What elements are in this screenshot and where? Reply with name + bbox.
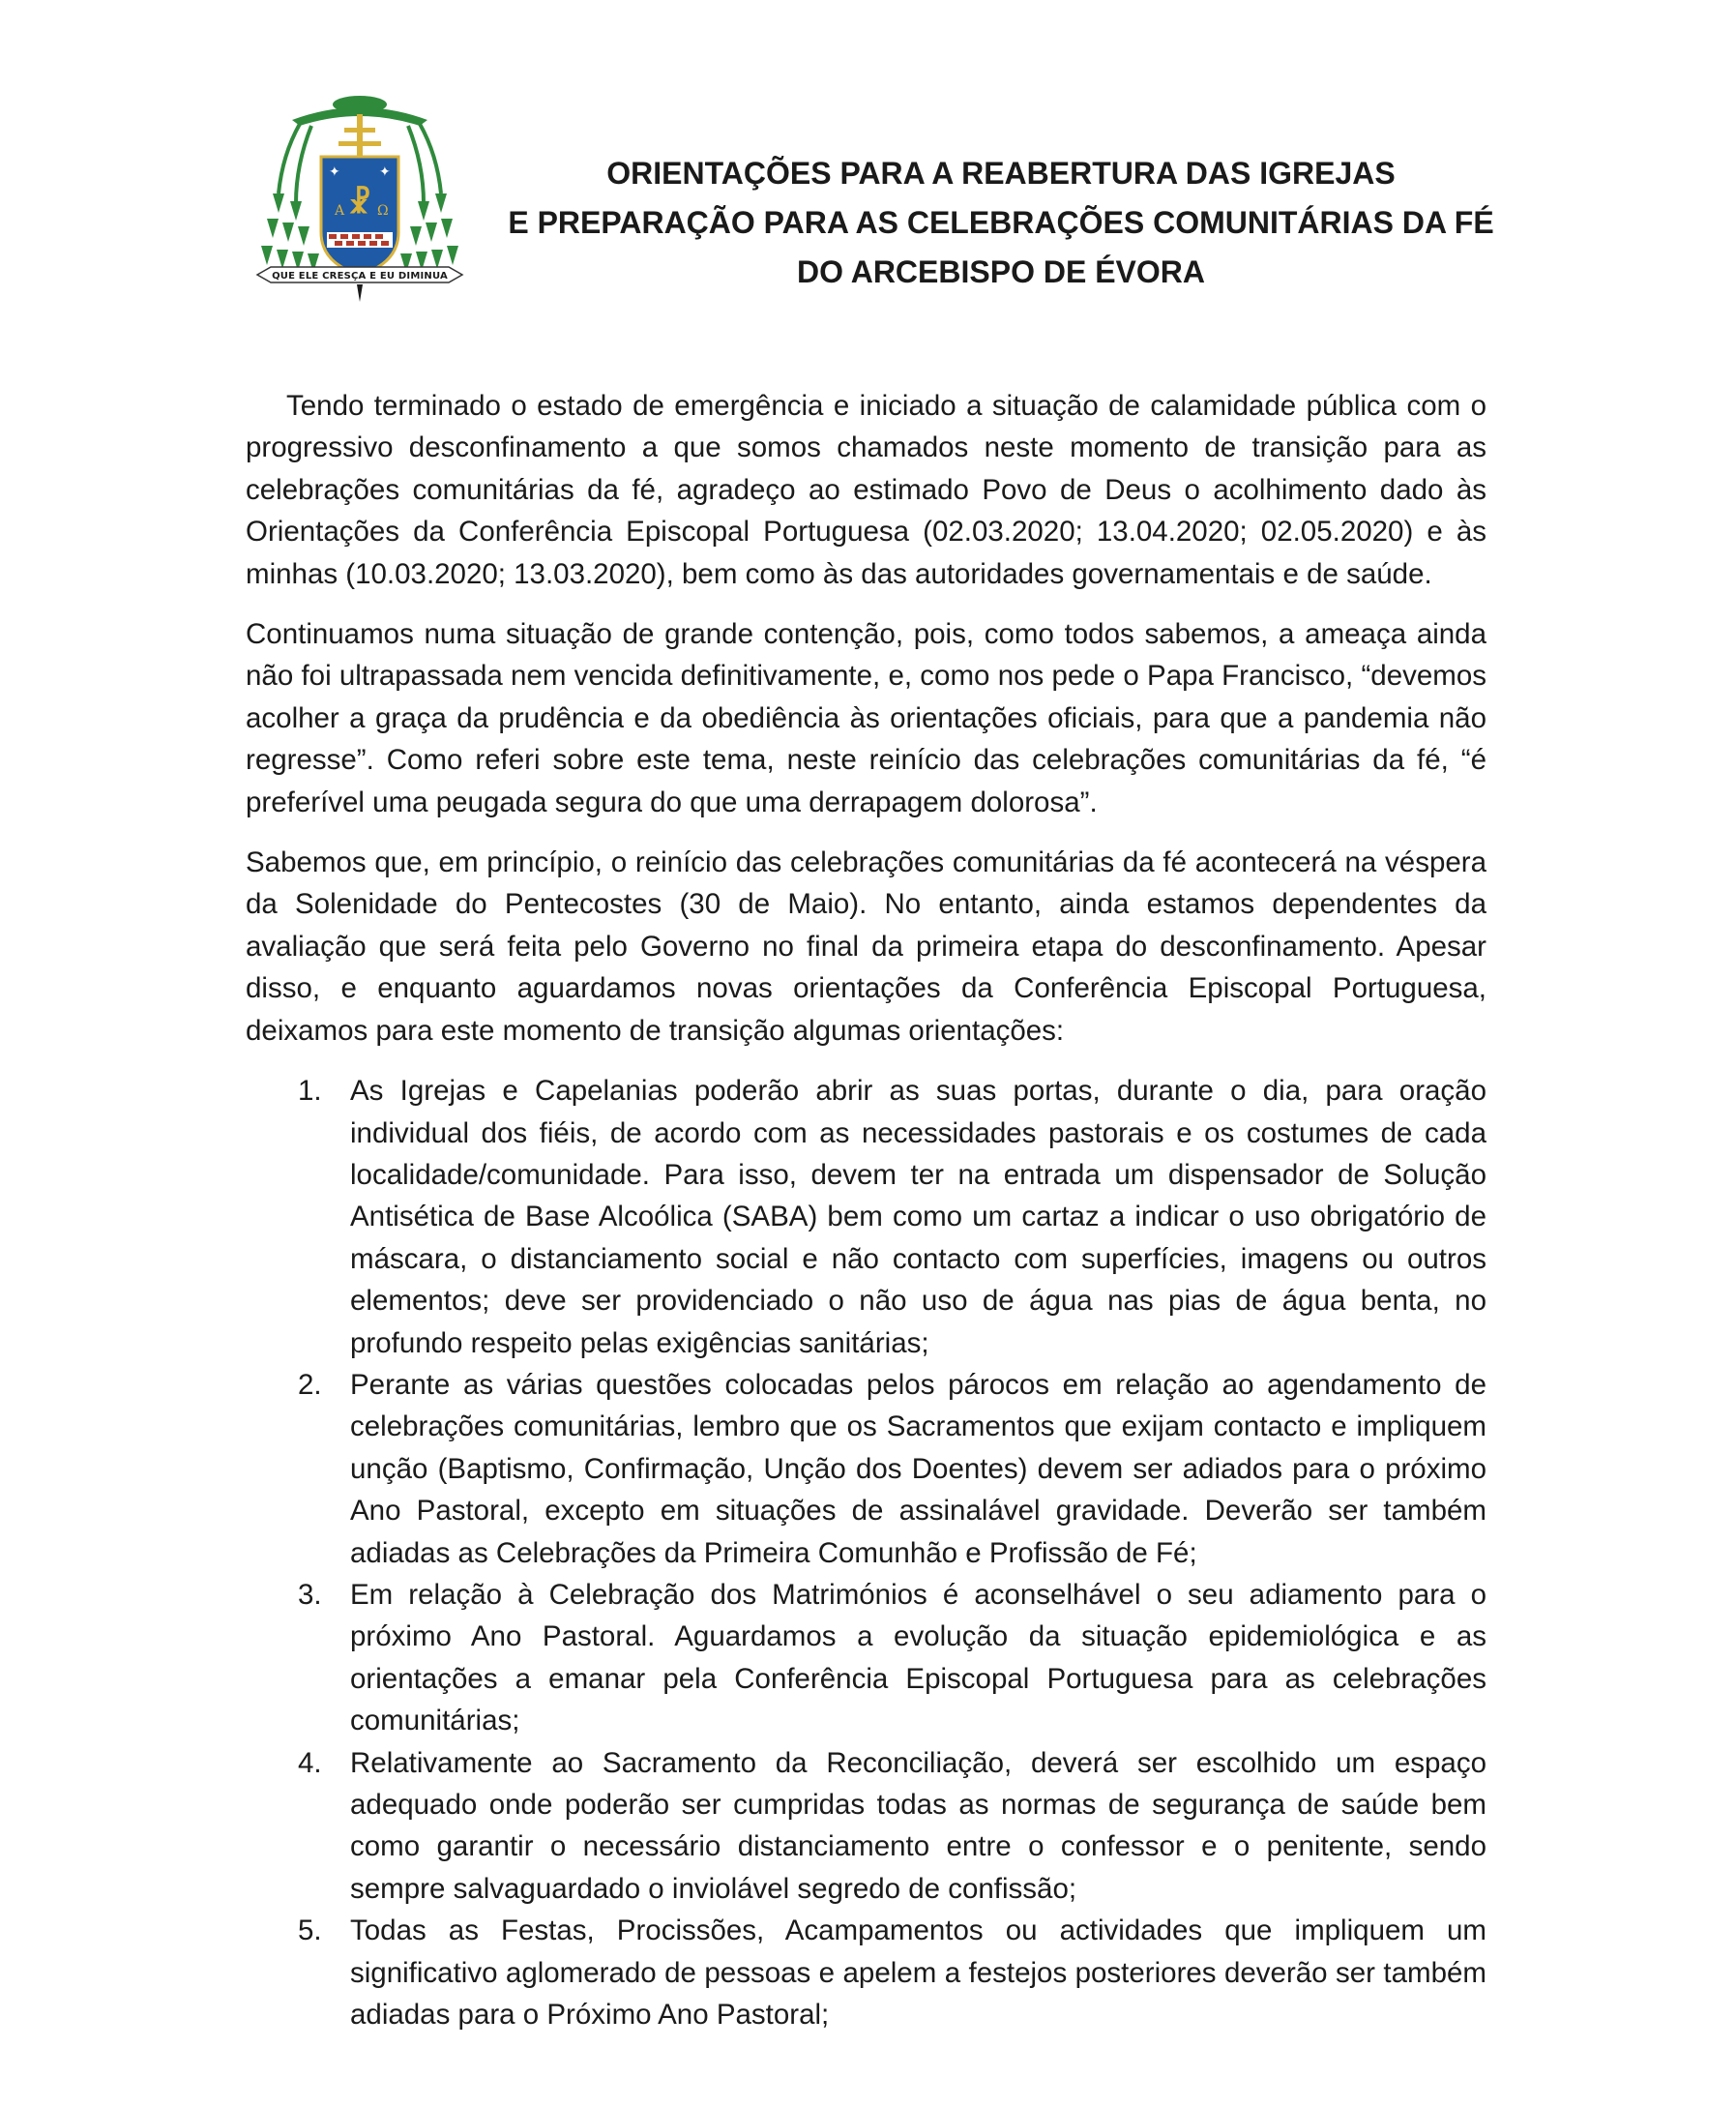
list-item-number: 4.	[298, 1746, 322, 1779]
coat-of-arms-icon	[253, 87, 466, 315]
svg-text:✦: ✦	[379, 164, 391, 180]
list-item-text: Em relação à Celebração dos Matrimónios é aconselhável o seu adiamento para o próximo Ano Pastoral. Aguardamos a evolução da situação epidemiológica e as orientações a emanar pela Conferência Episcopal Portuguesa para as celebrações comunitárias;	[350, 1578, 1486, 1737]
list-item	[246, 1742, 1486, 1911]
list-item	[246, 1574, 1486, 1742]
svg-text:✦: ✦	[329, 164, 340, 180]
paragraph-1: Tendo terminado o estado de emergência e iniciado a situação de calamidade pública com o progressivo desconfinamento a que somos chamados neste momento de transição para as celebrações comunitárias da fé, agradeço ao estimado Povo de Deus o acolhimento dado às Orientações da Conferência Episcopal Portuguesa (02.03.2020; 13.04.2020; 02.05.2020) e às minhas (10.03.2020; 13.03.2020), bem como às das autoridades governamentais e de saúde.	[246, 390, 1486, 590]
list-item-text: Todas as Festas, Procissões, Acampamentos ou actividades que impliquem um significativo aglomerado de pessoas e apelem a festejos posteriores deverão ser também adiadas para o Próximo Ano Pastoral;	[350, 1914, 1486, 2032]
list-item-number: 3.	[298, 1578, 322, 1611]
list-item-text: Relativamente ao Sacramento da Reconciliação, deverá ser escolhido um espaço adequado onde poderão ser cumpridas todas as normas de segurança de saúde bem como garantir o necessário distanciamento entre o confessor e o penitente, sendo sempre salvaguardado o inviolável segredo de confissão;	[350, 1746, 1486, 1905]
list-item-number: 2.	[298, 1368, 322, 1401]
document-title	[455, 149, 1547, 297]
list-item-text: Perante as várias questões colocadas pelos párocos em relação ao agendamento de celebrações comunitárias, lembro que os Sacramentos que exijam contacto e impliquem unção (Baptismo, Confirmação, Unção dos Doentes) devem ser adiados para o próximo Ano Pastoral, excepto em situações de assinalável gravidade. Deverão ser também adiadas as Celebrações da Primeira Comunhão e Profissão de Fé;	[350, 1368, 1486, 1569]
motto-text: QUE ELE CRESÇA E EU DIMINUA	[272, 271, 448, 282]
list-item-number: 1.	[298, 1075, 322, 1108]
svg-text:☧: ☧	[348, 187, 371, 221]
paragraph-2: Continuamos numa situação de grande contenção, pois, como todos sabemos, a ameaça ainda não foi ultrapassada nem vencida definitivamente, e, como nos pede o Papa Francisco, “devemos acolher a graça da prudência e da obediência às orientações oficiais, para que a pandemia não regresse”. Como referi sobre este tema, neste reinício das celebrações comunitárias da fé, “é preferível uma peugada segura do que uma derrapagem dolorosa”.	[246, 618, 1486, 818]
list-item	[246, 1070, 1486, 1364]
list-item-text: As Igrejas e Capelanias poderão abrir as suas portas, durante o dia, para oração individual dos fiéis, de acordo com as necessidades pastorais e os costumes de cada localidade/comunidade. Para isso, devem ter na entrada um dispensador de Solução Antisética de Base Alcoólica (SABA) bem como um cartaz a indicar o uso obrigatório de máscara, o distanciamento social e não contacto com superfícies, imagens ou outros elementos; deve ser providenciado o não uso de água nas pias de água benta, no profundo respeito pelas exigências sanitárias;	[350, 1075, 1486, 1359]
svg-text:A: A	[335, 203, 345, 219]
document-body	[246, 385, 1486, 2035]
orientations-list	[246, 1070, 1486, 2035]
list-item-number: 5.	[298, 1914, 322, 1947]
title-line-2: E PREPARAÇÃO PARA AS CELEBRAÇÕES COMUNITÁRIAS DA FÉ	[508, 205, 1494, 240]
svg-text:Ω: Ω	[377, 203, 389, 219]
list-item	[246, 1910, 1486, 2035]
paragraph-3: Sabemos que, em princípio, o reinício das celebrações comunitárias da fé acontecerá na véspera da Solenidade do Pentecostes (30 de Maio). No entanto, ainda estamos dependentes da avaliação que será feita pelo Governo no final da primeira etapa do desconfinamento. Apesar disso, e enquanto aguardamos novas orientações da Conferência Episcopal Portuguesa, deixamos para este momento de transição algumas orientações:	[246, 846, 1486, 1047]
title-line-1: ORIENTAÇÕES PARA A REABERTURA DAS IGREJAS	[606, 156, 1396, 191]
list-item	[246, 1364, 1486, 1574]
title-line-3: DO ARCEBISPO DE ÉVORA	[797, 254, 1205, 289]
